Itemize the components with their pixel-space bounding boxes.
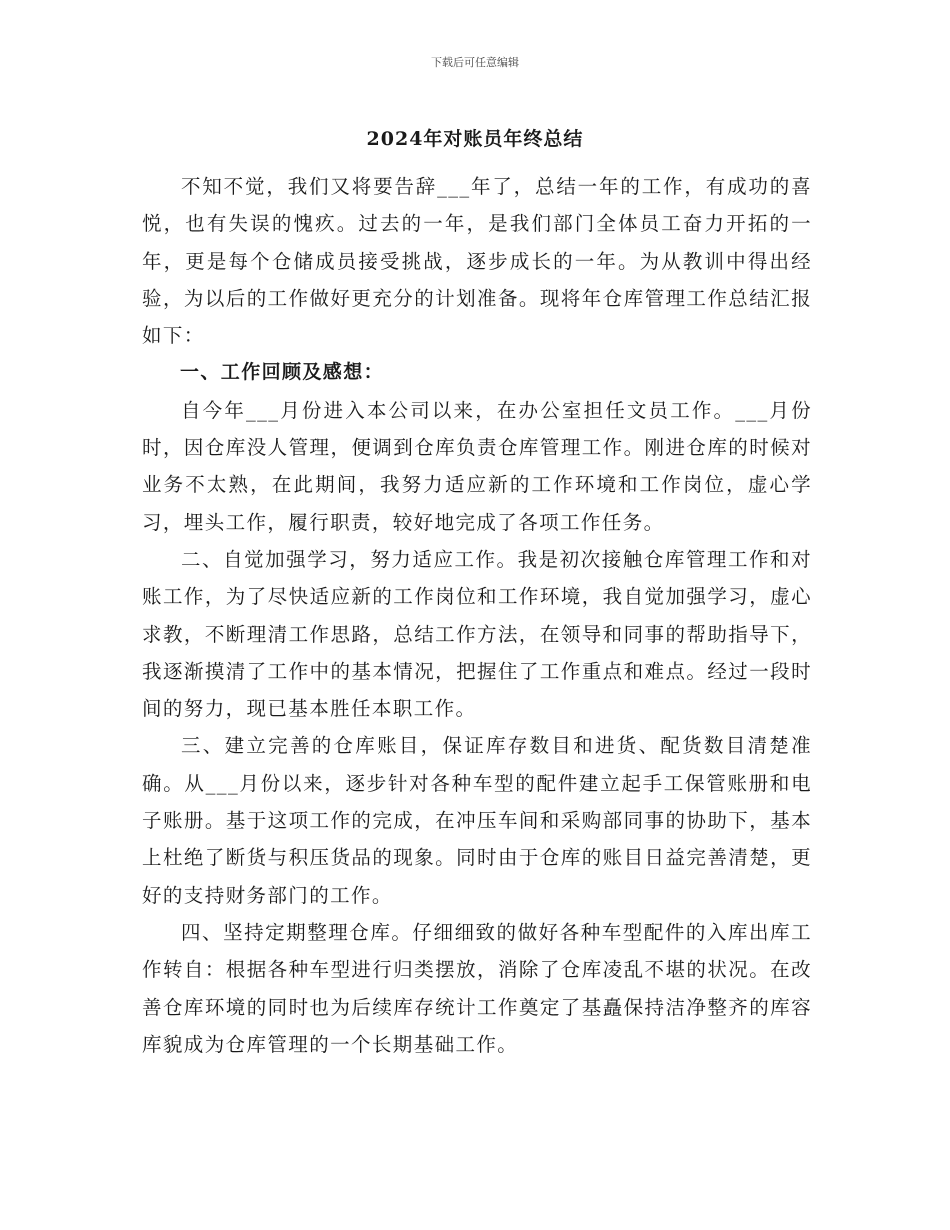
paragraph-accounts: 三、建立完善的仓库账目，保证库存数目和进货、配货数目清楚准确。从___月份以来，逐步针对各种车型的配件建立起手工保管账册和电子账册。基于这项工作的完成，在冲压车间和采购部同事的协助下，基本上杜绝了断货与积压货品的现象。同时由于仓库的账目日益完善清楚，更好的支持财务部门的工作。 <box>142 734 812 907</box>
paragraph-warehouse-tidy: 四、坚持定期整理仓库。仔细细致的做好各种车型配件的入库出库工作转自：根据各种车型进行归类摆放，消除了仓库凌乱不堪的状况。在改善仓库环境的同时也为后续库存统计工作奠定了基矗保持洁净整齐的库容库貌成为仓库管理的一个长期基础工作。 <box>142 920 812 1056</box>
paragraph-study: 二、自觉加强学习，努力适应工作。我是初次接触仓库管理工作和对账工作，为了尽快适应新的工作岗位和工作环境，我自觉加强学习，虚心求教，不断理清工作思路，总结工作方法，在领导和同事的帮助指导下，我逐渐摸清了工作中的基本情况，把握住了工作重点和难点。经过一段时间的努力，现已基本胜任本职工作。 <box>142 547 812 721</box>
document-title: 2024年对账员年终总结 <box>366 128 584 150</box>
header-note: 下载后可任意编辑 <box>431 56 519 69</box>
section-heading-review: 一、工作回顾及感想： <box>180 361 385 384</box>
document-body <box>142 168 812 1063</box>
intro-paragraph: 不知不觉，我们又将要告辞___年了，总结一年的工作，有成功的喜悦，也有失误的愧疚。过去的一年，是我们部门全体员工奋力开拓的一年，更是每个仓储成员接受挑战，逐步成长的一年。为从教训中得出经验，为以后的工作做好更充分的计划准备。现将年仓库管理工作总结汇报如下： <box>142 175 812 348</box>
paragraph-join-company: 自今年___月份进入本公司以来，在办公室担任文员工作。___月份时，因仓库没人管理，便调到仓库负责仓库管理工作。刚进仓库的时候对业务不太熟，在此期间，我努力适应新的工作环境和工作岗位，虚心学习，埋头工作，履行职责，较好地完成了各项工作任务。 <box>142 398 812 534</box>
